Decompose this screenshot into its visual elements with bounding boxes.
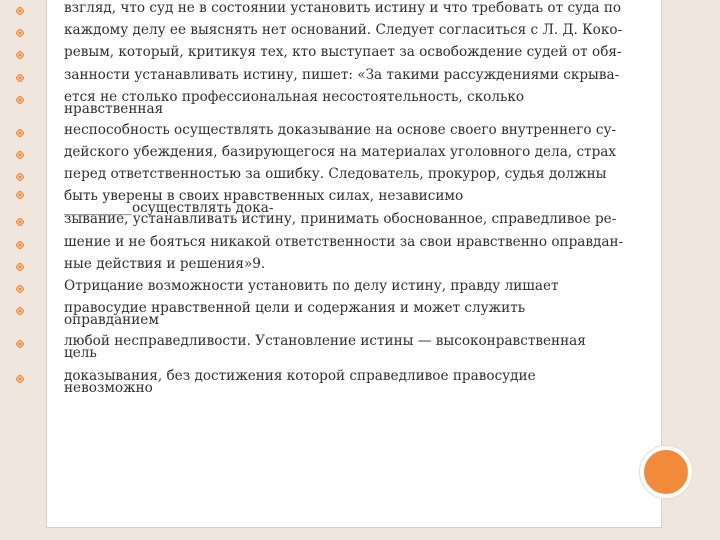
orange-diamond-icon	[16, 151, 24, 159]
list-item-text: дейского убеждения, базирующегося на материалах уголовного дела, страх	[64, 144, 617, 160]
list-item-text: ные действия и решения»9.	[64, 256, 266, 272]
orange-diamond-icon	[16, 51, 24, 59]
list-item-text: доказывания, без достижения которой справедливое правосудие невозможно	[64, 368, 536, 396]
list-item-text: каждому делу ее выяснять нет оснований. Следует согласиться с Л. Д. Коко-	[64, 22, 623, 38]
list-item-text: ревым, который, критикуя тех, кто выступает за освобождение судей от обя-	[64, 44, 622, 60]
orange-diamond-icon	[16, 96, 24, 104]
orange-diamond-icon	[16, 375, 24, 383]
orange-diamond-icon	[16, 285, 24, 293]
list-item-text: Отрицание возможности установить по делу истину, правду лишает	[64, 278, 559, 294]
orange-diamond-icon	[16, 29, 24, 37]
orange-diamond-icon	[16, 307, 24, 315]
list-item-text: перед ответственностью за ошибку. Следователь, прокурор, судья должны	[64, 166, 607, 182]
orange-diamond-icon	[16, 263, 24, 271]
list-item-text: зывание, устанавливать истину, принимать обоснованное, справедливое ре-	[64, 211, 617, 227]
orange-circle-decoration	[640, 446, 692, 498]
list-item-text: правосудие нравственной цели и содержания и может служить оправданием	[64, 300, 526, 328]
list-item-text: быть уверены в своих нравственных силах, независимо __________осуществлять дока-	[64, 188, 464, 216]
orange-diamond-icon	[16, 74, 24, 82]
list-item-text: занности устанавливать истину, пишет: «За такими рассуждениями скрыва-	[64, 67, 620, 83]
orange-diamond-icon	[16, 7, 24, 15]
list-item-text: взгляд, что суд не в состоянии установить истину и что требовать от суда по	[64, 0, 622, 16]
list-item-text: шение и не бояться никакой ответственности за свои нравственно оправдан-	[64, 234, 624, 250]
list-item-text: любой несправедливости. Установление истины — высоконравственная цель	[64, 333, 586, 361]
bottom-frame-band	[0, 528, 720, 540]
list-item-text: ется не столько профессиональная несостоятельность, сколько нравственная	[64, 89, 525, 117]
orange-diamond-icon	[16, 173, 24, 181]
orange-diamond-icon	[16, 241, 24, 249]
orange-diamond-icon	[16, 340, 24, 348]
orange-diamond-icon	[16, 129, 24, 137]
orange-diamond-icon	[16, 191, 24, 199]
list-item-text: неспособность осуществлять доказывание на основе своего внутреннего су-	[64, 122, 617, 138]
orange-diamond-icon	[16, 218, 24, 226]
